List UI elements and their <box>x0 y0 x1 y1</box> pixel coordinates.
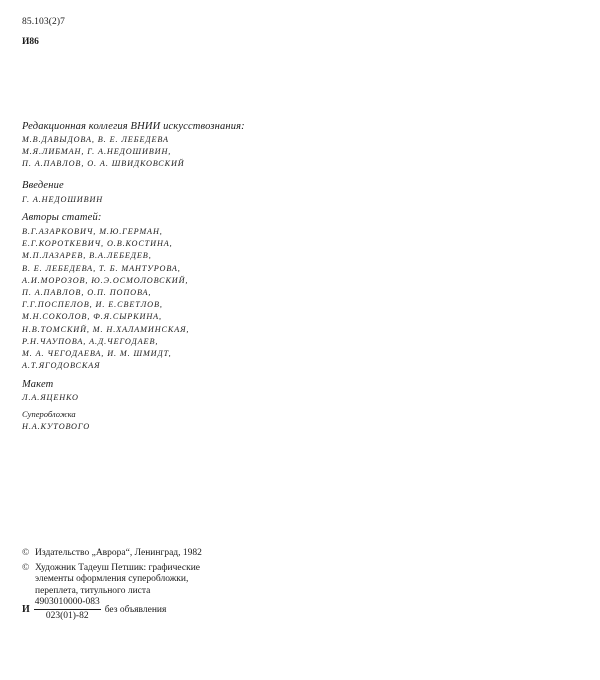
copyright-artist-line: переплета, титульного листа <box>35 585 151 596</box>
cover-name: Н.А.КУТОВОГО <box>22 422 91 431</box>
authors-line: П. А.ПАВЛОВ, О.П. ПОПОВА, <box>22 288 152 298</box>
authors-line: А.Т.ЯГОДОВСКАЯ <box>22 361 101 371</box>
editorial-board-line: П. А.ПАВЛОВ, О. А. ШВИДКОВСКИЙ <box>22 159 185 169</box>
copyright-block <box>22 548 202 597</box>
layout-name: Л.А.ЯЦЕНКО <box>22 393 79 402</box>
authors-line: Г.Г.ПОСПЕЛОВ, И. Е.СВЕТЛОВ, <box>22 300 163 310</box>
editorial-board-line: М.Я.ЛИБМАН, Г. А.НЕДОШИВИН, <box>22 147 172 157</box>
copyright-publisher-row <box>22 548 202 560</box>
copyright-icon: © <box>22 562 30 573</box>
copyright-artist-line: Художник Тадеуш Петшик: графические <box>35 562 201 573</box>
introduction-author: Г. А.НЕДОШИВИН <box>22 195 104 204</box>
authors-line: А.И.МОРОЗОВ, Ю.Э.ОСМОЛОВСКИЙ, <box>22 275 189 285</box>
editorial-board-heading: Редакционная коллегия ВНИИ искусствознания: <box>22 121 245 132</box>
copyright-artist-line: элементы оформления суперобложки, <box>35 574 189 585</box>
catalog-index-numerator: 4903010000-083 <box>34 597 101 610</box>
authors-heading: Авторы статей: <box>22 212 102 223</box>
catalog-index-note: без объявления <box>104 604 167 615</box>
bbk-code: 85.103(2)7 <box>22 17 65 27</box>
copyright-artist-row <box>22 586 202 598</box>
author-mark: И86 <box>22 37 39 47</box>
editorial-board-list <box>22 134 185 171</box>
authors-line: Р.Н.ЧАУПОВА, А.Д.ЧЕГОДАЕВ, <box>22 336 159 346</box>
copyright-artist-row <box>22 563 202 575</box>
catalog-index-fraction <box>34 597 101 622</box>
authors-line: Е.Г.КОРОТКЕВИЧ, О.В.КОСТИНА, <box>22 239 173 249</box>
authors-line: М.Н.СОКОЛОВ, Ф.Я.СЫРКИНА, <box>22 312 162 322</box>
catalog-index-letter: И <box>22 604 30 615</box>
authors-line: В.Г.АЗАРКОВИЧ, М.Ю.ГЕРМАН, <box>22 227 163 236</box>
authors-line: В. Е. ЛЕБЕДЕВА, Т. Б. МАНТУРОВА, <box>22 263 181 273</box>
cover-heading: Суперобложка <box>22 409 76 419</box>
introduction-heading: Введение <box>22 180 64 191</box>
editorial-board-line: М.В.ДАВЫДОВА, В. Е. ЛЕБЕДЕВА <box>22 135 169 144</box>
authors-line: Н.В.ТОМСКИЙ, М. Н.ХАЛАМИНСКАЯ, <box>22 324 190 334</box>
authors-list <box>22 226 189 372</box>
catalog-index <box>22 597 166 622</box>
copyright-artist-row <box>22 574 202 586</box>
authors-line: М.П.ЛАЗАРЕВ, В.А.ЛЕБЕДЕВ, <box>22 251 152 261</box>
copyright-icon: © <box>22 548 30 558</box>
copyright-publisher: Издательство „Аврора“, Ленинград, 1982 <box>35 548 202 558</box>
catalog-index-denominator: 023(01)-82 <box>45 611 89 621</box>
authors-line: М. А. ЧЕГОДАЕВА, И. М. ШМИДТ, <box>22 349 172 359</box>
layout-heading: Макет <box>22 379 54 390</box>
